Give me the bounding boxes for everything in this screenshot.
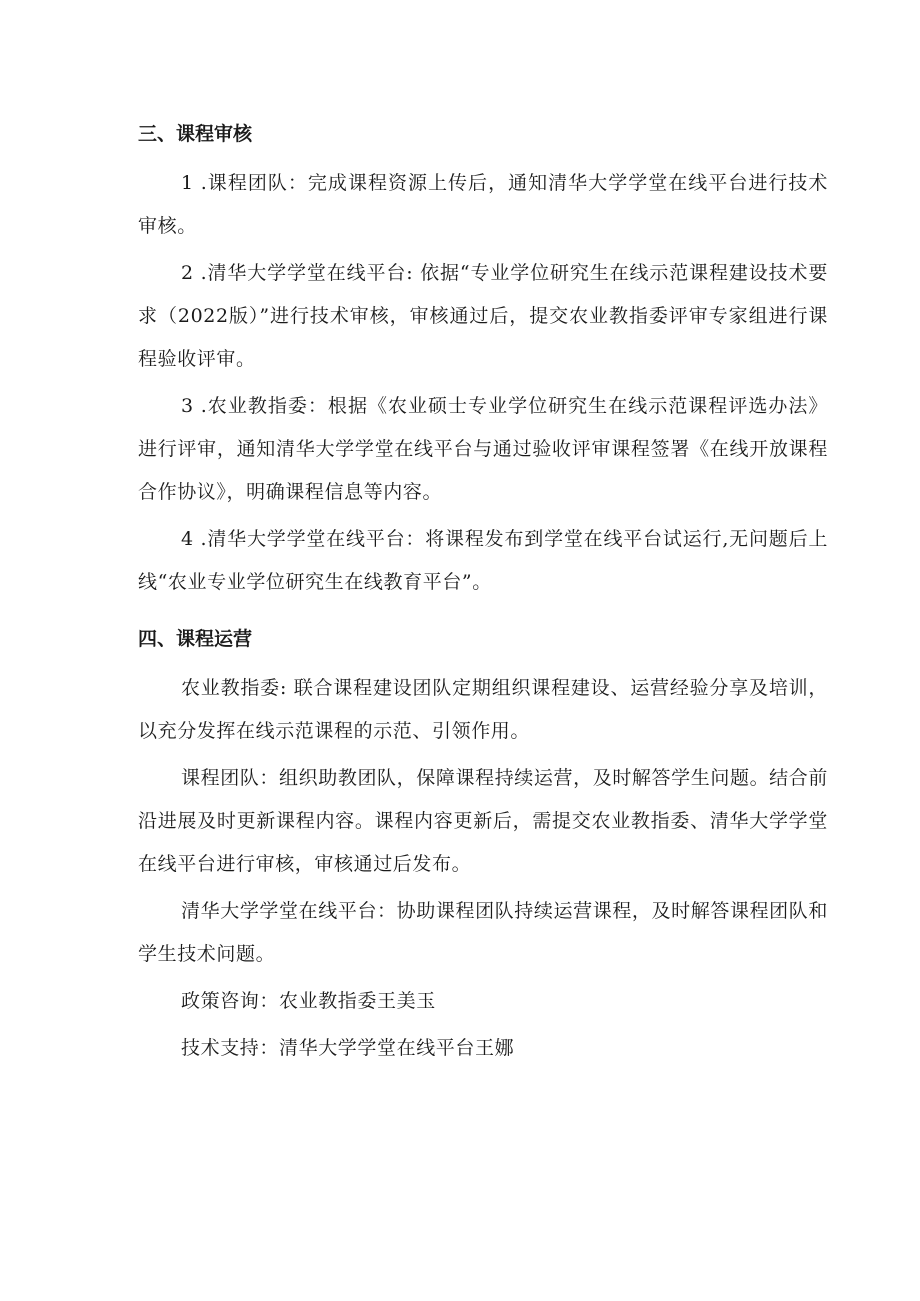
paragraph-review-step-1: 1 .课程团队：完成课程资源上传后，通知清华大学学堂在线平台进行技术审核。 — [138, 172, 828, 237]
contact-policy-consultation: 政策咨询：农业教指委王美玉 — [181, 990, 436, 1012]
document-page — [138, 113, 828, 1070]
section-heading-course-review: 三、课程审核 — [138, 123, 253, 145]
section-course-review — [138, 113, 828, 604]
paragraph-review-step-4: 4 .清华大学学堂在线平台：将课程发布到学堂在线平台试运行,无问题后上线“农业专业学位研究生在线教育平台”。 — [138, 528, 828, 593]
contact-technical-support: 技术支持：清华大学学堂在线平台王娜 — [181, 1037, 515, 1059]
paragraph-operation-committee: 农业教指委: 联合课程建设团队定期组织课程建设、运营经验分享及培训，以充分发挥在线示范课程的示范、引领作用。 — [138, 677, 828, 742]
section-heading-course-operation: 四、课程运营 — [138, 628, 253, 650]
paragraph-review-step-2: 2 .清华大学学堂在线平台: 依据“专业学位研究生在线示范课程建设技术要求（2022版）”进行技术审核，审核通过后，提交农业教指委评审专家组进行课程验收评审。 — [138, 262, 828, 370]
paragraph-operation-platform: 清华大学学堂在线平台：协助课程团队持续运营课程，及时解答课程团队和学生技术问题。 — [138, 900, 828, 965]
paragraph-review-step-3: 3 .农业教指委：根据《农业硕士专业学位研究生在线示范课程评选办法》进行评审，通知清华大学学堂在线平台与通过验收评审课程签署《在线开放课程合作协议》，明确课程信息等内容。 — [138, 395, 828, 503]
paragraph-operation-course-team: 课程团队：组织助教团队，保障课程持续运营，及时解答学生问题。结合前沿进展及时更新课程内容。课程内容更新后，需提交农业教指委、清华大学学堂在线平台进行审核，审核通过后发布。 — [138, 767, 828, 875]
section-course-operation — [138, 618, 828, 1070]
